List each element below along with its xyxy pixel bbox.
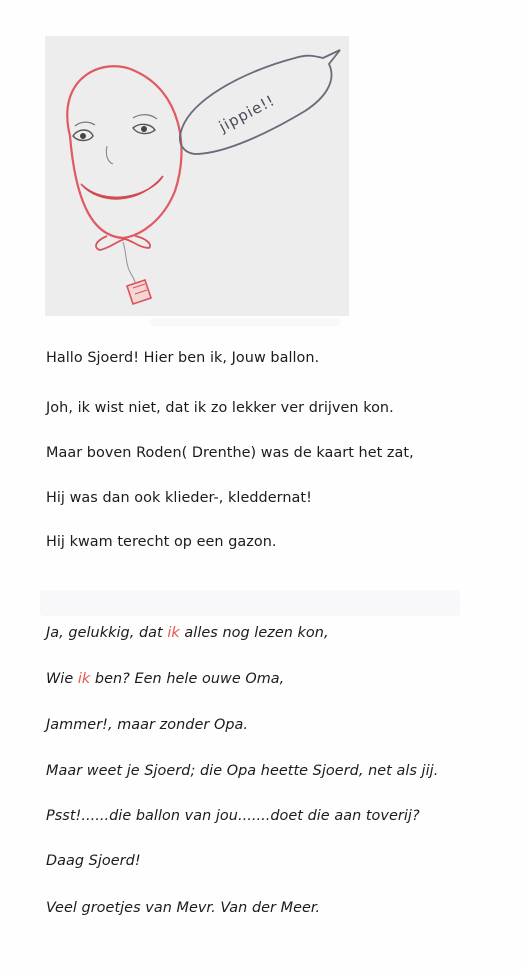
reply-line-2 bbox=[46, 670, 284, 688]
smile bbox=[81, 176, 163, 199]
reply-line-2-highlight: ik bbox=[77, 671, 91, 687]
balloon-sketch bbox=[45, 36, 349, 316]
reply-line-5: Psst!......die ballon van jou.......doet die aan toverij? bbox=[46, 808, 420, 824]
letter-line-1: Hallo Sjoerd! Hier ben ik, Jouw ballon. bbox=[46, 350, 320, 366]
reply-line-1-before: Ja, gelukkig, dat bbox=[46, 625, 168, 641]
reply-line-1-after: alles nog lezen kon, bbox=[179, 625, 329, 641]
reply-line-1-highlight: ik bbox=[167, 625, 180, 641]
letter-line-3: Maar boven Roden( Drenthe) was de kaart het zat, bbox=[46, 445, 414, 461]
speech-bubble-text: jippie!! bbox=[215, 91, 279, 136]
attached-card bbox=[127, 280, 151, 304]
letter-line-4: Hij was dan ook klieder-, kleddernat! bbox=[46, 490, 312, 506]
letter-line-5: Hij kwam terecht op een gazon. bbox=[46, 534, 277, 550]
reply-line-1 bbox=[46, 624, 329, 642]
balloon-outline bbox=[67, 66, 181, 238]
reply-line-2-before: Wie bbox=[46, 671, 78, 687]
reply-line-4: Maar weet je Sjoerd; die Opa heette Sjoerd, net als jij. bbox=[46, 763, 439, 779]
reply-line-2-after: ben? Een hele ouwe Oma, bbox=[90, 671, 285, 687]
reply-line-7: Veel groetjes van Mevr. Van der Meer. bbox=[46, 900, 321, 916]
reply-line-3: Jammer!, maar zonder Opa. bbox=[46, 717, 248, 733]
balloon-drawing bbox=[45, 36, 349, 316]
letter-line-2: Joh, ik wist niet, dat ik zo lekker ver drijven kon. bbox=[46, 400, 394, 416]
reply-line-6: Daag Sjoerd! bbox=[46, 853, 141, 869]
